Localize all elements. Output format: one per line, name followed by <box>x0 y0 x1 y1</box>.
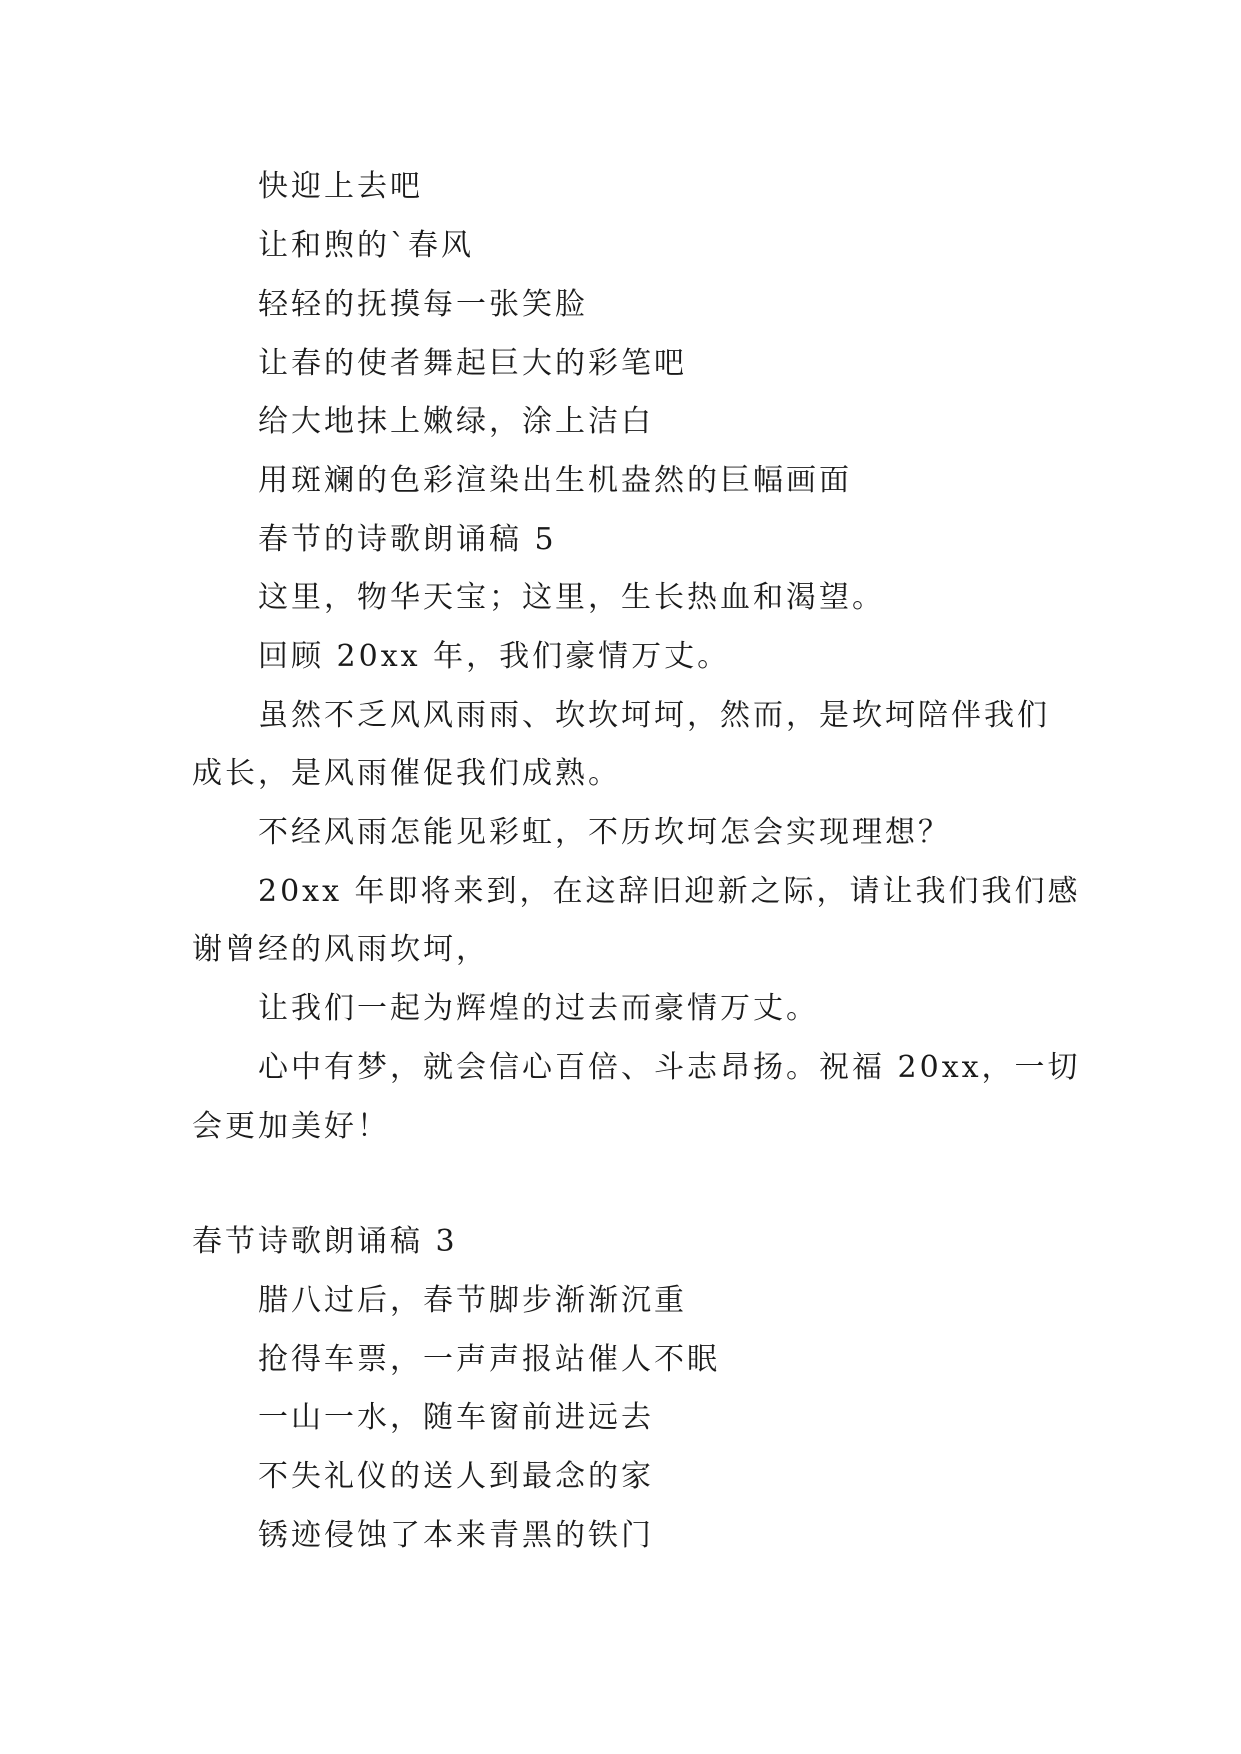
poem-line: 给大地抹上嫩绿，涂上洁白 <box>258 404 654 439</box>
poem-line-continuation: 成长，是风雨催促我们成熟。 <box>192 756 621 791</box>
poem-line-continuation: 谢曾经的风雨坎坷， <box>192 932 489 967</box>
poem-line: 20xx 年即将来到，在这辞旧迎新之际，请让我们我们感 <box>258 874 1081 909</box>
poem-line: 用斑斓的色彩渲染出生机盎然的巨幅画面 <box>258 463 852 498</box>
poem-line: 腊八过后，春节脚步渐渐沉重 <box>258 1283 687 1318</box>
poem-line: 让和煦的`春风 <box>258 228 474 263</box>
poem-line: 回顾 20xx 年，我们豪情万丈。 <box>258 639 731 674</box>
section-heading: 春节诗歌朗诵稿 3 <box>192 1224 458 1259</box>
poem-line: 虽然不乏风风雨雨、坎坎坷坷，然而，是坎坷陪伴我们 <box>258 698 1050 733</box>
poem-line: 心中有梦，就会信心百倍、斗志昂扬。祝福 20xx，一切 <box>258 1050 1081 1085</box>
poem-line-continuation: 会更加美好！ <box>192 1109 390 1144</box>
poem-line: 抢得车票，一声声报站催人不眠 <box>258 1342 720 1377</box>
poem-line: 让春的使者舞起巨大的彩笔吧 <box>258 346 687 381</box>
poem-line: 快迎上去吧 <box>258 169 423 204</box>
poem-line: 这里，物华天宝；这里，生长热血和渴望。 <box>258 580 885 615</box>
poem-line: 锈迹侵蚀了本来青黑的铁门 <box>258 1518 654 1553</box>
poem-subtitle: 春节的诗歌朗诵稿 5 <box>258 522 557 557</box>
poem-line: 一山一水，随车窗前进远去 <box>258 1400 654 1435</box>
poem-line: 不经风雨怎能见彩虹，不历坎坷怎会实现理想？ <box>258 815 951 850</box>
poem-line: 让我们一起为辉煌的过去而豪情万丈。 <box>258 991 819 1026</box>
poem-line: 不失礼仪的送人到最念的家 <box>258 1459 654 1494</box>
poem-line: 轻轻的抚摸每一张笑脸 <box>258 287 588 322</box>
